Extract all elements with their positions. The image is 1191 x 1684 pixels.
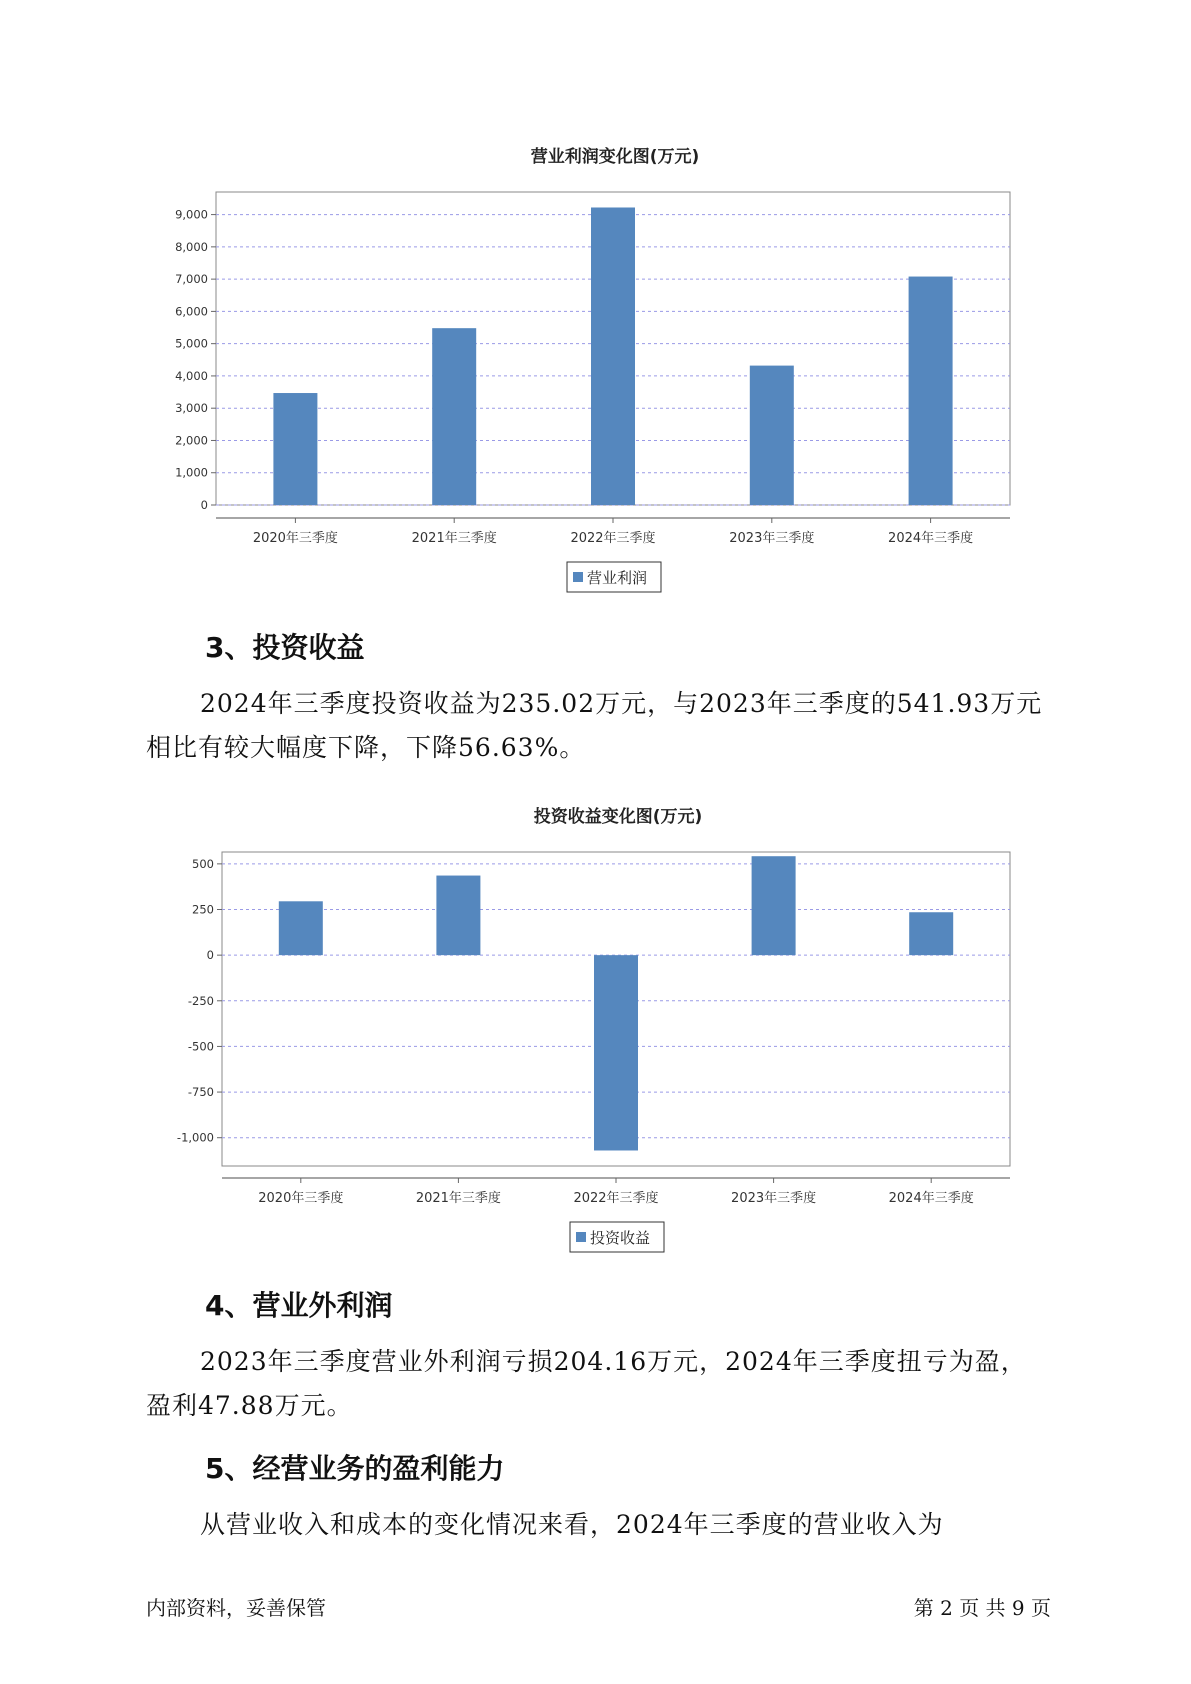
paragraph-line: 2024年三季度投资收益为235.02万元，与2023年三季度的541.93万元 (200, 689, 1043, 718)
paragraph-operating-profitability (146, 1503, 1046, 1547)
x-tick-label: 2020年三季度 (258, 1191, 344, 1206)
bar (436, 876, 480, 956)
y-tick-label: 4,000 (175, 368, 208, 383)
x-tick-label: 2024年三季度 (888, 531, 974, 546)
y-tick-label: 7,000 (175, 272, 208, 287)
y-tick-label: 6,000 (175, 304, 208, 319)
x-tick-label: 2024年三季度 (888, 1191, 974, 1206)
bar (750, 366, 794, 505)
paragraph-line: 相比有较大幅度下降，下降56.63%。 (146, 733, 586, 762)
y-tick-label: -750 (187, 1085, 214, 1100)
y-tick-label: 3,000 (175, 401, 208, 416)
bar (432, 328, 476, 505)
operating-profit-chart-svg (0, 140, 1191, 600)
y-tick-label: 0 (200, 498, 208, 512)
investment-income-chart (0, 800, 1191, 1260)
bar (279, 901, 323, 955)
footer-confidential-note: 内部资料，妥善保管 (146, 1596, 326, 1620)
x-tick-label: 2022年三季度 (573, 1191, 659, 1206)
paragraph-line: 2023年三季度营业外利润亏损204.16万元，2024年三季度扭亏为盈， (200, 1347, 1027, 1376)
x-tick-label: 2023年三季度 (731, 1191, 817, 1206)
y-tick-label: 0 (206, 948, 214, 963)
footer-page-number: 第 2 页 共 9 页 (913, 1596, 1051, 1620)
y-tick-label: -1,000 (176, 1130, 214, 1145)
x-tick-label: 2021年三季度 (411, 531, 497, 546)
paragraph-non-operating-profit (146, 1340, 1046, 1428)
operating-profit-chart (0, 140, 1191, 600)
y-tick-label: 2,000 (175, 433, 208, 448)
bar (594, 955, 638, 1150)
paragraph-line: 从营业收入和成本的变化情况来看，2024年三季度的营业收入为 (200, 1510, 944, 1539)
x-tick-label: 2022年三季度 (570, 531, 656, 546)
y-tick-label: 9,000 (175, 207, 208, 222)
legend-swatch (576, 1232, 586, 1242)
y-tick-label: 5,000 (175, 336, 208, 351)
y-tick-label: 500 (192, 856, 214, 871)
x-tick-label: 2023年三季度 (729, 531, 815, 546)
y-tick-label: 8,000 (175, 239, 208, 254)
chart-title: 投资收益变化图(万元) (533, 807, 703, 827)
bar (909, 912, 953, 955)
bar (273, 393, 317, 505)
paragraph-investment-income (146, 682, 1046, 770)
chart-title: 营业利润变化图(万元) (530, 147, 700, 167)
heading-investment-income: 3、投资收益 (205, 631, 365, 664)
legend-swatch (573, 572, 583, 582)
y-tick-label: 1,000 (175, 465, 208, 480)
legend-label: 投资收益 (590, 1229, 651, 1247)
y-tick-label: 250 (192, 902, 214, 917)
bar (752, 856, 796, 955)
y-tick-label: -500 (187, 1039, 214, 1054)
investment-income-chart-svg (0, 800, 1191, 1260)
paragraph-line: 盈利47.88万元。 (146, 1391, 353, 1420)
legend-label: 营业利润 (587, 569, 648, 587)
y-tick-label: -250 (187, 993, 214, 1008)
bar (591, 207, 635, 505)
heading-operating-profitability: 5、经营业务的盈利能力 (205, 1452, 505, 1485)
bar (909, 277, 953, 505)
x-tick-label: 2021年三季度 (415, 1191, 501, 1206)
heading-non-operating-profit: 4、营业外利润 (205, 1289, 393, 1322)
x-tick-label: 2020年三季度 (252, 531, 338, 546)
